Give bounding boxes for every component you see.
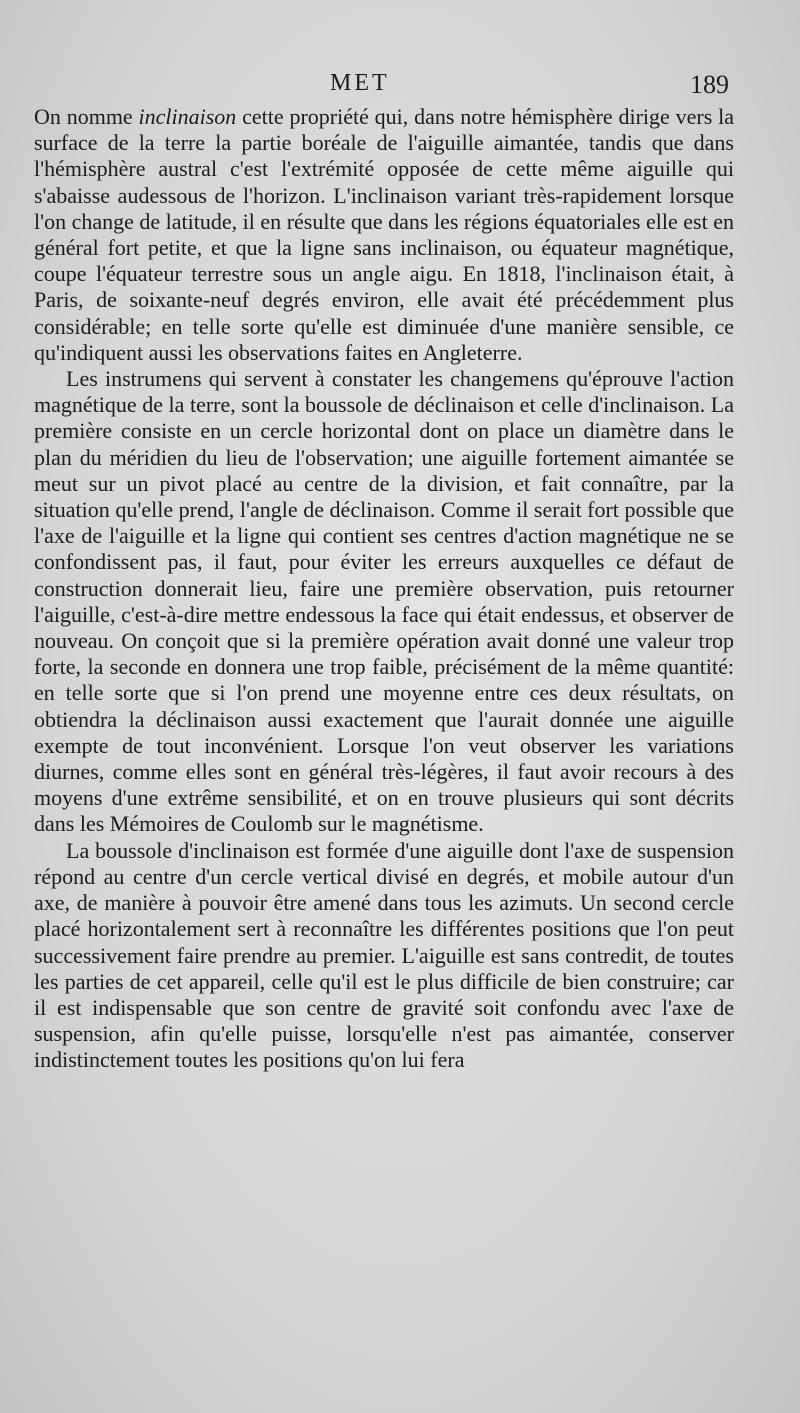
paragraph-inclinaison: [34, 104, 734, 366]
paragraph-lead-in: On nomme: [34, 104, 139, 129]
page-number: 189: [690, 70, 729, 99]
paragraph-boussole-inclinaison: La boussole d'inclinaison est formée d'une aiguille dont l'axe de suspension répond au centre d'un cercle vertical divisé en degrés, et mobile autour d'un axe, de manière à pouvoir être amené dans tous les azimuts. Un second cercle placé horizontalement sert à reconnaître les différentes positions que l'on peut successivement faire prendre au premier. L'aiguille est sans contredit, de toutes les parties de cet appareil, celle qu'il est le plus difficile de bien construire; car il est indispensable que son centre de gravité soit confondu avec l'axe de suspension, afin qu'elle puisse, lorsqu'elle n'est pas aimantée, conserver indistinctement toutes les positions qu'on lui fera: [34, 837, 734, 1073]
running-head: MET: [330, 70, 390, 96]
page-header: [0, 68, 800, 104]
emphasized-term: inclinaison: [138, 104, 237, 129]
paragraph-instrumens: Les instrumens qui servent à constater les changemens qu'éprouve l'action magnétique de la terre, sont la boussole de déclinaison et celle d'inclinaison. La première consiste en un cercle horizontal dont on place un diamètre dans le plan du méridien du lieu de l'observation; une aiguille fortement aimantée se meut sur un pivot placé au centre de la division, et fait connaître, par la situation qu'elle prend, l'angle de déclinaison. Comme il serait fort possible que l'axe de l'aiguille et la ligne qui contient ses centres d'action magnétique ne se confondissent pas, il faut, pour éviter les erreurs auxquelles ce défaut de construction donnerait lieu, faire une première observation, puis retourner l'aiguille, c'est-à-dire mettre endessous la face qui était endessus, et observer de nouveau. On conçoit que si la première opération avait donné une valeur trop forte, la seconde en donnera une trop faible, précisément de la même quantité: en telle sorte que si l'on prend une moyenne entre ces deux résultats, on obtiendra la déclinaison aussi exactement que l'aurait donnée une aiguille exempte de tout inconvénient. Lorsque l'on veut observer les variations diurnes, comme elles sont en général très-légères, il faut avoir recours à des moyens d'une extrême sensibilité, et on en trouve plusieurs qui sont décrits dans les Mémoires de Coulomb sur le magnétisme.: [34, 366, 734, 837]
paragraph-text: cette propriété qui, dans notre hémisphère dirige vers la surface de la terre la partie boréale de l'aiguille aimantée, tandis que dans l'hémisphère austral c'est l'extrémité opposée de cette même aiguille qui s'abaisse audessous de l'horizon. L'inclinaison variant très-rapidement lorsque l'on change de latitude, il en résulte que dans les régions équatoriales elle est en général fort petite, et que la ligne sans inclinaison, ou équateur magnétique, coupe l'équateur terrestre sous un angle aigu. En 1818, l'inclinaison était, à Paris, de soixante-neuf degrés environ, elle avait été précédemment plus considérable; en telle sorte qu'elle est diminuée d'une manière sensible, ce qu'indiquent aussi les observations faites en Angleterre.: [34, 104, 734, 365]
page-body: [34, 104, 734, 1074]
